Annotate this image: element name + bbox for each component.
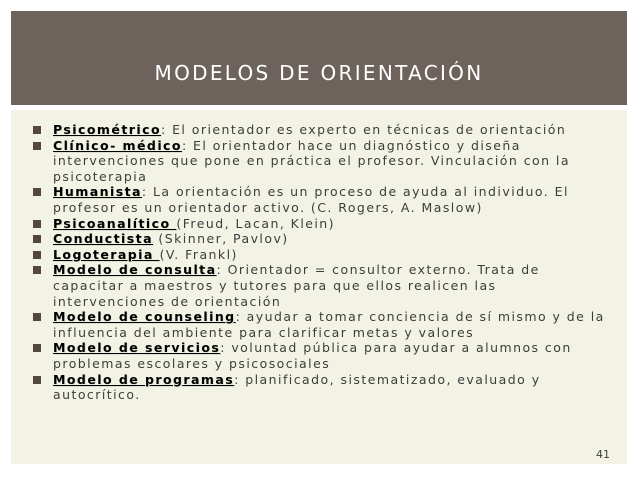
list-item: [11, 184, 627, 215]
item-description: : La orientación es un proceso de ayuda al individuo. El profesor es un orientador activo. (C. Rogers, A. Maslow): [53, 184, 569, 215]
square-bullet-icon: [33, 313, 41, 321]
list-item: [11, 309, 627, 340]
item-description: (Skinner, Pavlov): [152, 231, 289, 247]
item-description: : Orientador = consultor externo. Trata de capacitar a maestros y tutores para que ellos realicen las intervenciones de orientación: [53, 262, 540, 309]
list-item: [11, 138, 627, 185]
item-description: : planificado, sistematizado, evaluado y autocrítico.: [53, 371, 541, 403]
list-item: [11, 231, 627, 247]
item-term: Logoterapia: [53, 246, 160, 262]
bullet-list: [11, 122, 627, 403]
item-term: Modelo de counseling: [53, 309, 236, 325]
item-term: Conductista: [53, 231, 153, 247]
square-bullet-icon: [33, 235, 41, 243]
item-term: Humanista: [53, 184, 142, 200]
square-bullet-icon: [33, 251, 41, 259]
item-description: : ayudar a tomar conciencia de sí mismo y de la influencia del ambiente para clarificar metas y valores: [53, 309, 605, 340]
item-description: : voluntad pública para ayudar a alumnos con problemas escolares y psicosociales: [53, 340, 572, 371]
content-area: [11, 110, 627, 464]
item-description: : El orientador es experto en técnicas de orientación: [161, 122, 567, 137]
square-bullet-icon: [33, 126, 41, 134]
item-term: Psicométrico: [53, 122, 161, 137]
item-term: Modelo de servicios: [53, 340, 221, 356]
item-term: Psicoanalítico: [53, 215, 177, 231]
title-bar: [11, 11, 627, 105]
item-term: Clínico- médico: [53, 137, 182, 153]
square-bullet-icon: [33, 142, 41, 150]
item-description: (V. Frankl): [159, 246, 238, 262]
list-item: [11, 122, 627, 138]
square-bullet-icon: [33, 220, 41, 228]
list-item: [11, 372, 627, 403]
item-term: Modelo de programas: [53, 371, 235, 387]
square-bullet-icon: [33, 266, 41, 274]
list-item: [11, 216, 627, 232]
square-bullet-icon: [33, 376, 41, 384]
square-bullet-icon: [33, 188, 41, 196]
list-item: [11, 262, 627, 309]
slide-title: MODELOS DE ORIENTACIÓN: [154, 61, 484, 85]
item-description: : El orientador hace un diagnóstico y diseña intervenciones que pone en práctica el profesor. Vinculación con la psicoterapia: [53, 137, 570, 184]
page-number: 41: [596, 448, 610, 461]
list-item: [11, 340, 627, 371]
item-term: Modelo de consulta: [53, 262, 217, 278]
list-item: [11, 247, 627, 263]
item-description: (Freud, Lacan, Klein): [176, 215, 335, 231]
square-bullet-icon: [33, 344, 41, 352]
